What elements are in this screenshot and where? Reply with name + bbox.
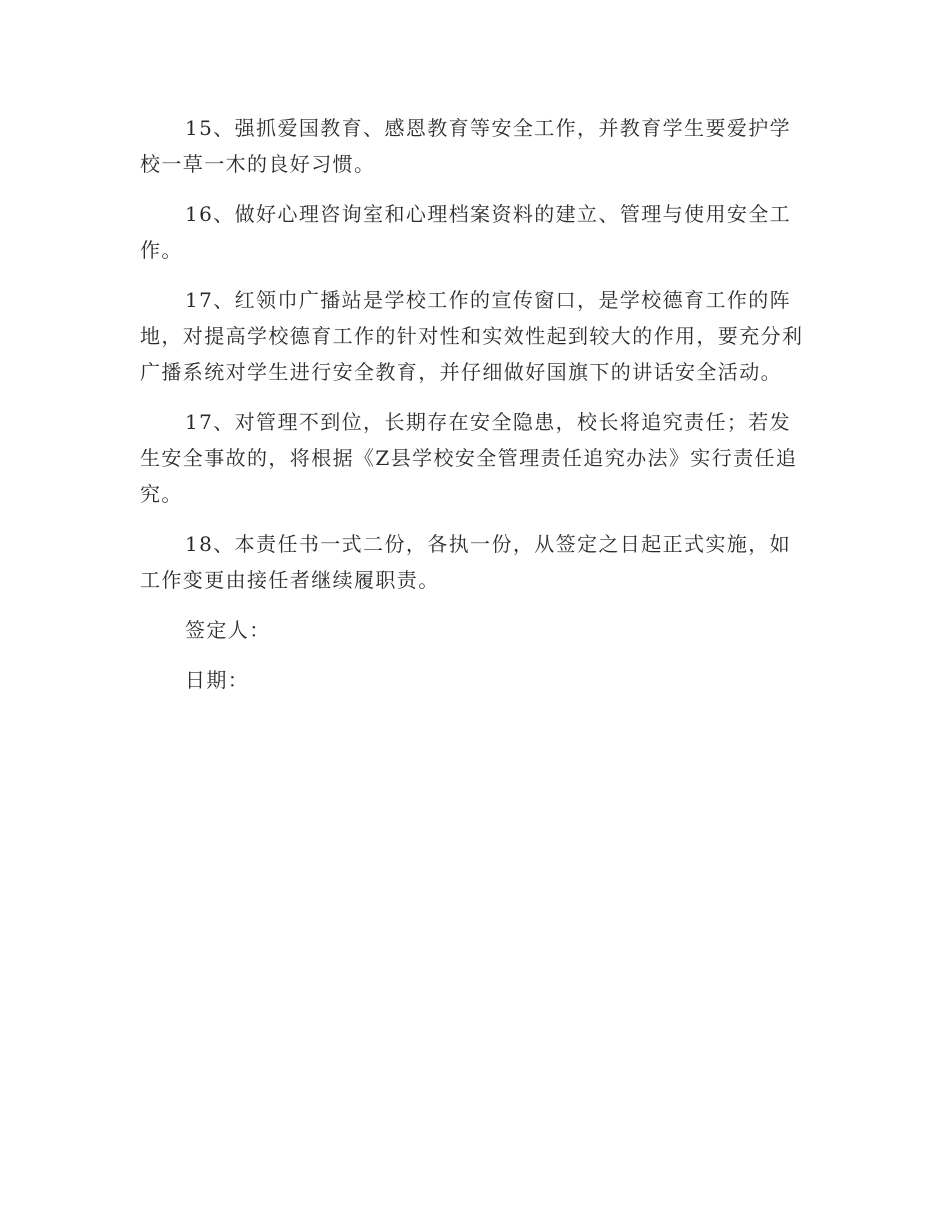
paragraph-item-17-broadcast: 17、红领巾广播站是学校工作的宣传窗口，是学校德育工作的阵地，对提高学校德育工作的针对性和实效性起到较大的作用，要充分利广播系统对学生进行安全教育，并仔细做好国旗下的讲话安全活动。 [140, 288, 804, 384]
paragraph-item-16: 16、做好心理咨询室和心理档案资料的建立、管理与使用安全工作。 [140, 202, 792, 262]
signature-label: 签定人： [185, 618, 271, 642]
date-label: 日期： [185, 668, 250, 692]
paragraph-item-15: 15、强抓爱国教育、感恩教育等安全工作，并教育学生要爱护学校一草一木的良好习惯。 [140, 116, 792, 176]
document-body [140, 110, 812, 712]
paragraph-item-17-accountability: 17、对管理不到位，长期存在安全隐患，校长将追究责任；若发生安全事故的，将根据《Z县学校安全管理责任追究办法》实行责任追究。 [140, 410, 798, 506]
paragraph-item-18: 18、本责任书一式二份，各执一份，从签定之日起正式实施，如工作变更由接任者继续履职责。 [140, 532, 792, 592]
